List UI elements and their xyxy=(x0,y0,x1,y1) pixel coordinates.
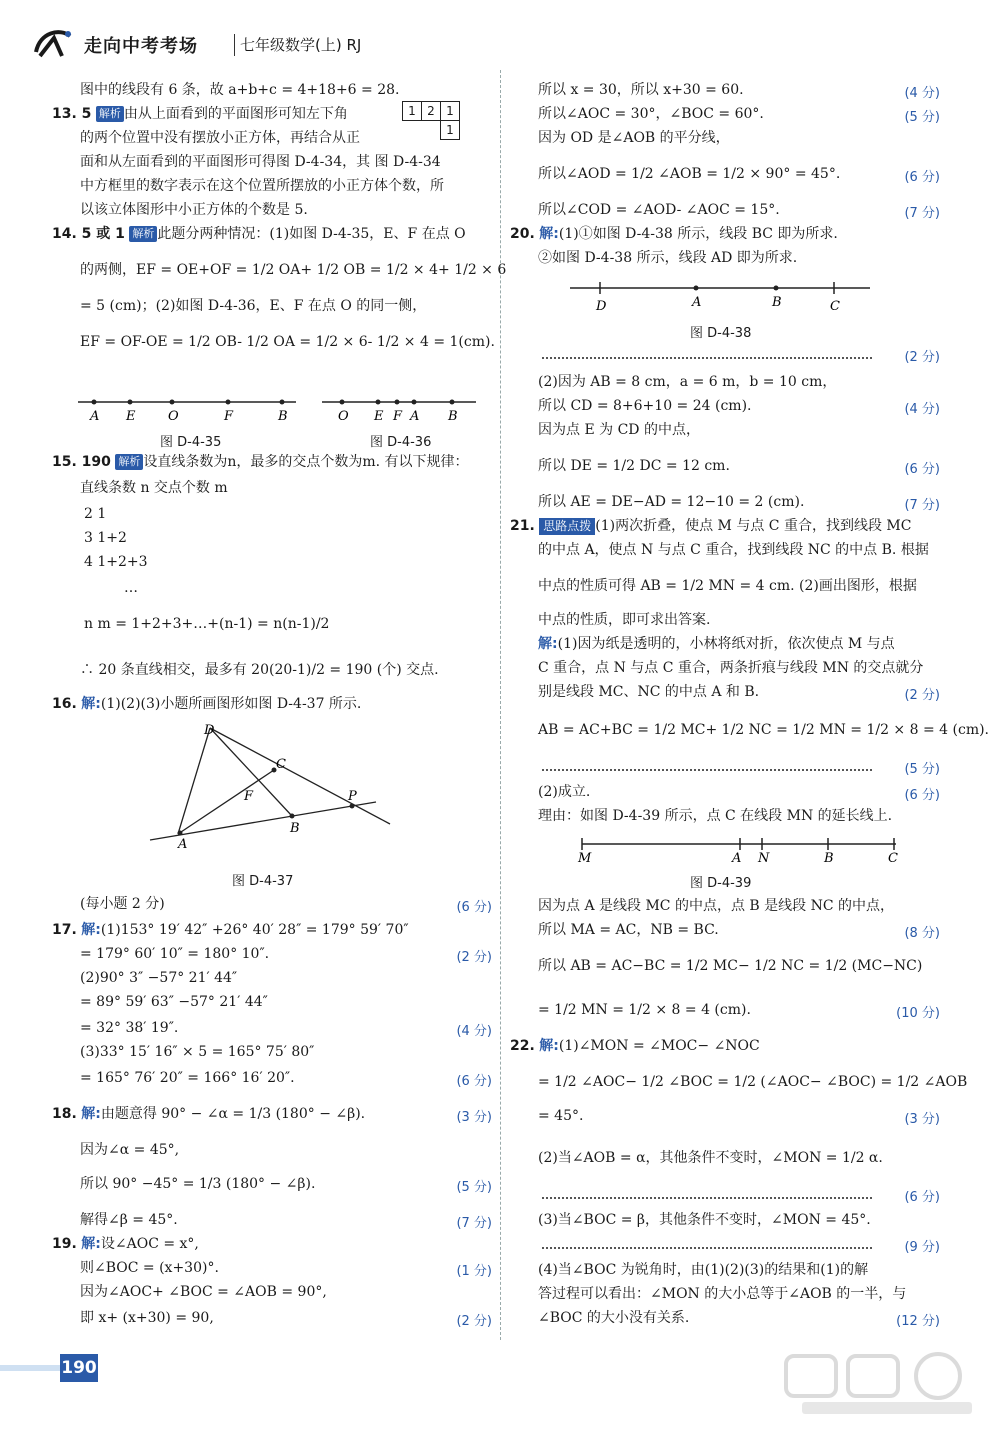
score-points: (6 分) xyxy=(904,1190,940,1205)
score-points: (12 分) xyxy=(896,1314,940,1329)
grid-cell-empty xyxy=(422,121,441,140)
text-line xyxy=(538,456,730,476)
line-text: 图中的线段有 6 条，故 a+b+c = 4+18+6 = 28. xyxy=(80,82,400,98)
text-line xyxy=(80,152,441,172)
text-line xyxy=(80,478,228,498)
point-label: N xyxy=(758,851,770,866)
line-text: 由从上面看到的平面图形可知左下角 xyxy=(123,106,348,122)
figure-caption: 图 D-4-36 xyxy=(370,435,432,450)
grid-cell: 2 xyxy=(422,102,441,121)
point-label: M xyxy=(578,851,592,866)
point-label: A xyxy=(692,295,702,310)
text-line xyxy=(84,552,148,572)
figure-d-4-39 xyxy=(576,834,900,868)
line-text: (2)成立. xyxy=(538,784,591,800)
line-text: (1)∠MON = ∠MOC− ∠NOC xyxy=(558,1038,760,1054)
text-line xyxy=(538,420,700,440)
text-line xyxy=(510,1036,760,1056)
line-text: 面和从左面看到的平面图形可得图 D-4-34，其 图 D-4-34 xyxy=(80,154,441,170)
text-line xyxy=(538,1260,868,1280)
score-points: (2 分) xyxy=(456,950,492,965)
analysis-tag: 解析 xyxy=(115,454,143,470)
question-number: 16. xyxy=(52,696,77,712)
figure-d-4-37 xyxy=(140,718,400,858)
line-text: 以该立体图形中小正方体的个数是 5. xyxy=(80,202,308,218)
text-line xyxy=(538,1308,689,1328)
text-line xyxy=(80,176,444,196)
text-line xyxy=(538,248,797,268)
solution-label: 解: xyxy=(81,1106,101,1122)
solution-label: 解: xyxy=(538,636,558,652)
line-text: 4 1+2+3 xyxy=(84,554,148,570)
line-text: 所以∠COD = ∠AOD- ∠AOC = 15°. xyxy=(538,202,780,218)
line-text: 因为点 E 为 CD 的中点， xyxy=(538,422,700,438)
line-text: 所以∠AOD = 1/2 ∠AOB = 1/2 × 90° = 45°. xyxy=(538,166,841,182)
point-label: A xyxy=(732,851,742,866)
point-label: O xyxy=(168,409,179,424)
text-line xyxy=(538,200,780,220)
book-subtitle: 七年级数学(上) RJ xyxy=(240,36,362,54)
line-text: 解得∠β = 45°. xyxy=(80,1212,178,1228)
solution-label: 解: xyxy=(539,226,559,242)
grid-cell: 1 xyxy=(441,121,460,140)
text-line xyxy=(538,1284,906,1304)
analysis-tag: 解析 xyxy=(96,106,124,122)
score-points: (7 分) xyxy=(904,206,940,221)
score-points: (5 分) xyxy=(456,1180,492,1195)
text-line xyxy=(52,104,348,124)
text-line xyxy=(538,80,744,100)
line-text: = 89° 59′ 63″ −57° 21′ 44″ xyxy=(80,994,268,1010)
line-text: 2 1 xyxy=(84,506,107,522)
text-line xyxy=(80,1042,314,1062)
point-label: D xyxy=(204,723,215,738)
text-line xyxy=(80,1210,178,1230)
text-line xyxy=(80,968,237,988)
point-label: F xyxy=(393,409,403,424)
text-line xyxy=(124,578,138,598)
point-label: O xyxy=(338,409,349,424)
text-line xyxy=(80,1282,327,1302)
text-line xyxy=(52,452,469,472)
point-label: B xyxy=(278,409,288,424)
text-line xyxy=(510,516,911,536)
text-line xyxy=(84,614,329,634)
header-divider xyxy=(234,34,235,56)
score-points: (4 分) xyxy=(456,1024,492,1039)
text-line xyxy=(80,894,165,914)
line-text: 直线条数 n 交点个数 m xyxy=(80,480,228,496)
line-text: 所以 MA = AC，NB = BC. xyxy=(538,922,719,938)
line-text: (1)因为纸是透明的，小林将纸对折，依次使点 M 与点 xyxy=(557,636,895,652)
line-text: (2)因为 AB = 8 cm，a = 6 m，b = 10 cm， xyxy=(538,374,837,390)
score-points: (1 分) xyxy=(456,1264,492,1279)
line-text: n m = 1+2+3+…+(n-1) = n(n-1)/2 xyxy=(84,616,330,632)
score-points: (4 分) xyxy=(904,86,940,101)
line-text: = 165° 76′ 20″ = 166° 16′ 20″. xyxy=(80,1070,295,1086)
line-text: 所以 CD = 8+6+10 = 24 (cm). xyxy=(538,398,752,414)
point-label: A xyxy=(90,409,100,424)
line-text: (1)(2)(3)小题所画图形如图 D-4-37 所示. xyxy=(100,696,362,712)
figure-d-4-38 xyxy=(570,276,880,316)
text-line xyxy=(80,1308,214,1328)
question-number: 20. xyxy=(510,226,535,242)
text-line xyxy=(80,992,268,1012)
text-line xyxy=(80,1174,315,1194)
point-label: B xyxy=(824,851,834,866)
text-line xyxy=(538,610,710,630)
left-column xyxy=(52,70,507,1340)
figure-caption: 图 D-4-38 xyxy=(690,326,752,341)
line-text: 答过程可以看出：∠MON 的大小总等于∠AOB 的一半，与 xyxy=(538,1286,907,1302)
figure-d-4-36 xyxy=(322,390,478,430)
score-points: (6 分) xyxy=(904,462,940,477)
line-text: … xyxy=(124,580,138,596)
line-text: = 1/2 MN = 1/2 × 8 = 4 (cm). xyxy=(538,1002,751,1018)
point-label: B xyxy=(448,409,458,424)
question-number: 19. xyxy=(52,1236,77,1252)
score-points: (3 分) xyxy=(456,1110,492,1125)
text-line xyxy=(538,128,730,148)
point-label: B xyxy=(772,295,782,310)
line-text: = 179° 60′ 10″ = 180° 10″. xyxy=(80,946,270,962)
point-label: C xyxy=(830,299,840,314)
solution-label: 解: xyxy=(81,1236,101,1252)
score-points: (2 分) xyxy=(456,1314,492,1329)
line-text: 所以 DE = 1/2 DC = 12 cm. xyxy=(538,458,730,474)
question-number: 22. xyxy=(510,1038,535,1054)
line-text: ∠BOC 的大小没有关系. xyxy=(538,1310,690,1326)
view-grid-figure xyxy=(402,101,460,140)
text-line xyxy=(538,104,764,124)
text-line xyxy=(538,956,922,976)
line-text: (1)153° 19′ 42″ +26° 40′ 28″ = 179° 59′ 70″ xyxy=(100,922,409,938)
text-line xyxy=(538,1072,967,1092)
text-line xyxy=(52,1104,365,1124)
text-line xyxy=(52,694,361,714)
line-text: AB = AC+BC = 1/2 MC+ 1/2 NC = 1/2 MN = 1/2 × 8 = 4 (cm). xyxy=(538,722,990,738)
text-line xyxy=(538,1148,883,1168)
leader-dots xyxy=(542,1197,872,1199)
line-text: 因为点 A 是线段 MC 的中点，点 B 是线段 NC 的中点， xyxy=(538,898,895,914)
line-text: 的两个位置中没有摆放小正方体，再结合从正 xyxy=(80,130,360,146)
line-text: (2)90° 3″ −57° 21′ 44″ xyxy=(80,970,238,986)
text-line xyxy=(80,80,399,100)
text-line xyxy=(52,1234,199,1254)
line-text: = 45°. xyxy=(538,1108,584,1124)
figure-caption: 图 D-4-37 xyxy=(232,874,294,889)
text-line xyxy=(538,576,917,596)
score-points: (4 分) xyxy=(904,402,940,417)
brand-logo-icon xyxy=(30,26,76,60)
leader-dots xyxy=(542,769,872,771)
question-number: 14. 5 或 1 xyxy=(52,226,125,242)
leader-dots xyxy=(542,1247,872,1249)
line-text: = 1/2 ∠AOC− 1/2 ∠BOC = 1/2 (∠AOC− ∠BOC) = 1/2 ∠AOB xyxy=(538,1074,968,1090)
line-text: 即 x+ (x+30) = 90, xyxy=(80,1310,214,1326)
text-line xyxy=(80,944,269,964)
line-text: 理由：如图 D-4-39 所示，点 C 在线段 MN 的延长线上. xyxy=(538,808,893,824)
line-text: (4)当∠BOC 为锐角时，由(1)(2)(3)的结果和(1)的解 xyxy=(538,1262,869,1278)
score-points: (7 分) xyxy=(456,1216,492,1231)
grid-cell-empty xyxy=(403,121,422,140)
text-line xyxy=(538,720,989,740)
score-points: (9 分) xyxy=(904,1240,940,1255)
text-line xyxy=(538,806,892,826)
figure-d-4-35 xyxy=(78,390,298,430)
line-text: 因为∠α = 45°, xyxy=(80,1142,180,1158)
line-text: 所以∠AOC = 30°，∠BOC = 60°. xyxy=(538,106,764,122)
score-points: (6 分) xyxy=(904,788,940,803)
point-label: E xyxy=(126,409,136,424)
text-line xyxy=(538,492,804,512)
grid-cell: 1 xyxy=(441,102,460,121)
question-number: 13. 5 xyxy=(52,106,92,122)
score-points: (7 分) xyxy=(904,498,940,513)
figure-caption: 图 D-4-39 xyxy=(690,876,752,891)
text-line xyxy=(80,1068,295,1088)
text-line xyxy=(84,504,106,524)
text-line xyxy=(538,896,894,916)
line-text: 设∠AOC = x°, xyxy=(100,1236,199,1252)
text-line xyxy=(538,634,895,654)
line-text: 设直线条数为n，最多的交点个数为m. 有以下规律： xyxy=(143,454,469,470)
page-number: 190 xyxy=(60,1354,98,1382)
brand-title: 走向中考考场 xyxy=(84,36,198,57)
line-text: 所以 AE = DE−AD = 12−10 = 2 (cm). xyxy=(538,494,805,510)
text-line xyxy=(80,200,308,220)
point-label: P xyxy=(348,789,357,804)
right-column xyxy=(510,70,990,1340)
hint-tag: 思路点拨 xyxy=(539,518,595,535)
score-points: (2 分) xyxy=(904,350,940,365)
text-line xyxy=(538,1000,751,1020)
question-number: 21. xyxy=(510,518,535,534)
line-text: 所以 x = 30，所以 x+30 = 60. xyxy=(538,82,744,98)
text-line xyxy=(80,1018,178,1038)
line-text: (2)当∠AOB = α，其他条件不变时，∠MON = 1/2 α. xyxy=(538,1150,883,1166)
text-line xyxy=(80,1140,179,1160)
text-line xyxy=(52,920,409,940)
page-number-bar xyxy=(0,1365,60,1371)
text-line xyxy=(80,128,360,148)
line-text: 的两侧，EF = OE+OF = 1/2 OA+ 1/2 OB = 1/2 × 4+ 1/2 × 6 xyxy=(80,262,507,278)
line-text: 的中点 A，使点 N 与点 C 重合，找到线段 NC 的中点 B. 根据 xyxy=(538,542,929,558)
text-line xyxy=(538,782,590,802)
point-label: C xyxy=(276,757,286,772)
score-points: (6 分) xyxy=(904,170,940,185)
line-text: C 重合，点 N 与点 C 重合，两条折痕与线段 MN 的交点就分 xyxy=(538,660,924,676)
point-label: A xyxy=(410,409,420,424)
text-line xyxy=(80,296,426,316)
text-line xyxy=(80,1258,219,1278)
text-line xyxy=(510,224,838,244)
line-text: 3 1+2 xyxy=(84,530,127,546)
line-text: 因为∠AOC+ ∠BOC = ∠AOB = 90°, xyxy=(80,1284,327,1300)
text-line xyxy=(80,260,506,280)
analysis-tag: 解析 xyxy=(129,226,157,242)
point-label: F xyxy=(244,789,254,804)
score-points: (5 分) xyxy=(904,110,940,125)
point-label: C xyxy=(888,851,898,866)
question-number: 15. 190 xyxy=(52,454,111,470)
point-label: E xyxy=(374,409,384,424)
score-points: (6 分) xyxy=(456,900,492,915)
line-text: EF = OF-OE = 1/2 OB- 1/2 OA = 1/2 × 6- 1/2 × 4 = 1(cm). xyxy=(80,334,495,350)
text-line xyxy=(538,372,836,392)
line-text: (1)两次折叠，使点 M 与点 C 重合，找到线段 MC xyxy=(595,518,912,534)
score-points: (5 分) xyxy=(904,762,940,777)
line-text: = 32° 38′ 19″. xyxy=(80,1020,179,1036)
line-text: 中点的性质可得 AB = 1/2 MN = 4 cm. (2)画出图形，根据 xyxy=(538,578,917,594)
point-label: D xyxy=(596,299,607,314)
leader-dots xyxy=(542,357,872,359)
solution-label: 解: xyxy=(81,922,101,938)
line-text: (1)①如图 D-4-38 所示，线段 BC 即为所求. xyxy=(558,226,838,242)
score-points: (2 分) xyxy=(904,688,940,703)
point-label: B xyxy=(290,821,300,836)
line-text: 因为 OD 是∠AOB 的平分线， xyxy=(538,130,730,146)
grid-cell: 1 xyxy=(403,102,422,121)
line-text: 由题意得 90° − ∠α = 1/3 (180° − ∠β). xyxy=(100,1106,366,1122)
text-line xyxy=(538,540,929,560)
solution-label: 解: xyxy=(81,696,101,712)
line-text: (每小题 2 分) xyxy=(80,896,165,912)
text-line xyxy=(538,1210,871,1230)
text-line xyxy=(84,528,127,548)
line-text: 所以 90° −45° = 1/3 (180° − ∠β). xyxy=(80,1176,316,1192)
figure-caption: 图 D-4-35 xyxy=(160,435,222,450)
line-text: 此题分两种情况：(1)如图 D-4-35，E、F 在点 O xyxy=(157,226,466,242)
score-points: (3 分) xyxy=(904,1112,940,1127)
text-line xyxy=(538,164,840,184)
watermark-stamp-icon xyxy=(782,1350,982,1420)
line-text: (3)当∠BOC = β，其他条件不变时，∠MON = 45°. xyxy=(538,1212,871,1228)
point-label: A xyxy=(178,837,188,852)
text-line xyxy=(80,332,495,352)
score-points: (6 分) xyxy=(456,1074,492,1089)
text-line xyxy=(538,920,719,940)
text-line xyxy=(538,682,759,702)
line-text: 中点的性质，即可求出答案. xyxy=(538,612,711,628)
line-text: 所以 AB = AC−BC = 1/2 MC− 1/2 NC = 1/2 (MC−NC) xyxy=(538,958,923,974)
question-number: 17. xyxy=(52,922,77,938)
text-line xyxy=(538,1106,583,1126)
text-line xyxy=(538,658,923,678)
question-number: 18. xyxy=(52,1106,77,1122)
line-text: 则∠BOC = (x+30)°. xyxy=(80,1260,219,1276)
line-text: 别是线段 MC、NC 的中点 A 和 B. xyxy=(538,684,760,700)
line-text: ∴ 20 条直线相交，最多有 20(20-1)/2 = 190 (个) 交点. xyxy=(80,662,439,678)
line-text: = 5 (cm)；(2)如图 D-4-36，E、F 在点 O 的同一侧， xyxy=(80,298,427,314)
score-points: (8 分) xyxy=(904,926,940,941)
solution-label: 解: xyxy=(539,1038,559,1054)
point-label: F xyxy=(224,409,234,424)
text-line xyxy=(80,660,439,680)
text-line xyxy=(538,396,752,416)
score-points: (10 分) xyxy=(896,1006,940,1021)
line-text: ②如图 D-4-38 所示，线段 AD 即为所求. xyxy=(538,250,798,266)
line-text: (3)33° 15′ 16″ × 5 = 165° 75′ 80″ xyxy=(80,1044,315,1060)
text-line xyxy=(52,224,466,244)
page-header xyxy=(30,24,430,64)
line-text: 中方框里的数字表示在这个位置所摆放的小正方体个数，所 xyxy=(80,178,444,194)
